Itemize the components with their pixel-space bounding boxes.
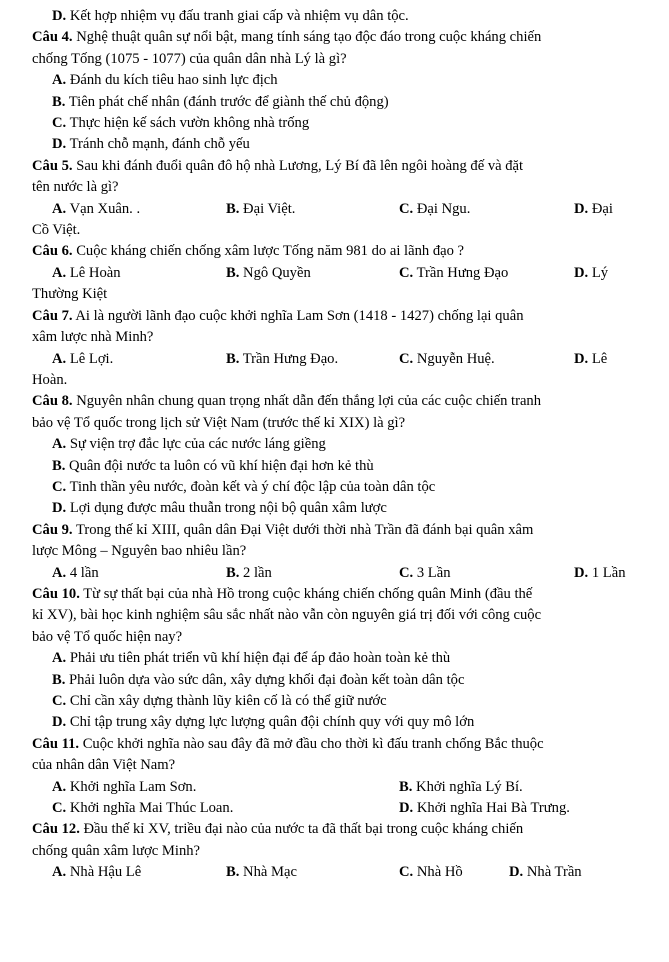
option-c: C. Chỉ cần xây dựng thành lũy kiên cố là có thể giữ nước: [52, 693, 387, 709]
option-a: A. Lê Hoàn: [52, 264, 121, 281]
question-4: [32, 27, 645, 155]
options-row: [32, 563, 645, 584]
option-d: D. Lợi dụng được mâu thuẫn trong nội bộ quân xâm lược: [52, 500, 387, 517]
question-stem-cont: chống quân xâm lược Minh?: [32, 842, 201, 859]
option-c: C. Nhà Hồ: [399, 864, 463, 881]
option-b: B. Tiên phát chế nhân (đánh trước để giành thế chủ động): [52, 93, 389, 110]
question-stem-cont: tên nước là gì?: [32, 179, 119, 196]
option-d: D. 1 Lần: [574, 564, 626, 581]
question-stem-cont: chống Tống (1075 - 1077) của quân dân nhà Lý là gì?: [32, 50, 347, 67]
option-b: B. Nhà Mạc: [226, 864, 297, 881]
option-d: D. Nhà Trần: [509, 864, 582, 881]
option-b: B. Đại Việt.: [226, 200, 296, 217]
options-row: [32, 798, 645, 819]
option-d-previous: D. Kết hợp nhiệm vụ đấu tranh giai cấp và nhiệm vụ dân tộc.: [52, 8, 409, 24]
option-d-wrap: Thường Kiệt: [32, 286, 108, 303]
question-stem: Câu 4. Nghệ thuật quân sự nổi bật, mang tính sáng tạo độc đáo trong cuộc kháng chiến: [32, 29, 542, 46]
question-12: [32, 819, 645, 883]
question-stem-cont: lược Mông – Nguyên bao nhiêu lần?: [32, 543, 247, 560]
options-row: [32, 263, 645, 284]
question-11: [32, 734, 645, 820]
option-d: D. Đại: [574, 200, 613, 217]
option-a: A. Nhà Hậu Lê: [52, 864, 142, 881]
question-stem: Câu 11. Cuộc khởi nghĩa nào sau đây đã mở đầu cho thời kì đấu tranh chống Bắc thuộc: [32, 735, 544, 752]
question-6: [32, 241, 645, 305]
question-9: [32, 520, 645, 584]
question-stem: Câu 9. Trong thế kỉ XIII, quân dân Đại Việt dưới thời nhà Trần đã đánh bại quân xâm: [32, 521, 534, 538]
option-b: B. Trần Hưng Đạo.: [226, 350, 339, 367]
option-c: C. Trần Hưng Đạo: [399, 264, 509, 281]
option-c: C. Thực hiện kế sách vườn không nhà trống: [52, 115, 310, 132]
option-b: B. Phải luôn dựa vào sức dân, xây dựng khối đại đoàn kết toàn dân tộc: [52, 671, 465, 688]
question-stem-cont: của nhân dân Việt Nam?: [32, 757, 176, 774]
option-a: A. 4 lần: [52, 564, 99, 581]
option-c: C. Tinh thần yêu nước, đoàn kết và ý chí độc lập của toàn dân tộc: [52, 478, 436, 495]
option-a: A. Vạn Xuân. .: [52, 200, 141, 217]
question-stem-cont: bảo vệ Tổ quốc trong lịch sử Việt Nam (trước thế kỉ XIX) là gì?: [32, 414, 406, 431]
option-d: D. Tránh chỗ mạnh, đánh chỗ yếu: [52, 136, 250, 153]
option-d: D. Chỉ tập trung xây dựng lực lượng quân đội chính quy với quy mô lớn: [52, 714, 475, 731]
option-a: A. Lê Lợi.: [52, 350, 114, 367]
option-a: A. Phải ưu tiên phát triển vũ khí hiện đại để áp đảo hoàn toàn kẻ thù: [52, 650, 451, 667]
question-stem-cont: bảo vệ Tổ quốc hiện nay?: [32, 628, 183, 645]
question-7: [32, 306, 645, 392]
question-stem: Câu 12. Đầu thế kỉ XV, triều đại nào của nước ta đã thất bại trong cuộc kháng chiến: [32, 821, 524, 838]
option-c: C. 3 Lần: [399, 564, 451, 581]
option-b: B. Khởi nghĩa Lý Bí.: [399, 778, 523, 795]
options-row: [32, 777, 645, 798]
question-stem: Câu 5. Sau khi đánh đuổi quân đô hộ nhà Lương, Lý Bí đã lên ngôi hoàng đế và đặt: [32, 157, 524, 174]
option-d: D. Khởi nghĩa Hai Bà Trưng.: [399, 800, 570, 817]
option-c: C. Đại Ngu.: [399, 200, 471, 217]
options-row: [32, 862, 645, 883]
question-stem-cont: kỉ XV), bài học kinh nghiệm sâu sắc nhất nào vẫn còn nguyên giá trị đối với công cuộc: [32, 607, 542, 624]
option-c: C. Nguyễn Huệ.: [399, 350, 495, 367]
option-d-wrap: Hoàn.: [32, 371, 68, 388]
options-row: [32, 199, 645, 220]
option-d: D. Lý: [574, 264, 609, 281]
question-10: [32, 584, 645, 734]
question-stem: Câu 8. Nguyên nhân chung quan trọng nhất dẫn đến thắng lợi của các cuộc chiến tranh: [32, 393, 542, 410]
option-a: A. Khởi nghĩa Lam Sơn.: [52, 778, 197, 795]
option-d-wrap: Cồ Việt.: [32, 222, 81, 239]
question-stem: Câu 6. Cuộc kháng chiến chống xâm lược Tống năm 981 do ai lãnh đạo ?: [32, 243, 465, 260]
option-b: B. Ngô Quyền: [226, 264, 311, 281]
option-b: B. 2 lần: [226, 564, 272, 581]
question-stem: Câu 7. Ai là người lãnh đạo cuộc khởi nghĩa Lam Sơn (1418 - 1427) chống lại quân: [32, 307, 524, 324]
question-stem-cont: xâm lược nhà Minh?: [32, 329, 154, 346]
options-row: [32, 349, 645, 370]
option-d: D. Lê: [574, 350, 608, 367]
question-5: [32, 156, 645, 242]
option-c: C. Khởi nghĩa Mai Thúc Loan.: [52, 800, 234, 817]
option-a: A. Sự viện trợ đắc lực của các nước láng giềng: [52, 436, 326, 453]
option-b: B. Quân đội nước ta luôn có vũ khí hiện đại hơn kẻ thù: [52, 457, 374, 474]
option-a: A. Đánh du kích tiêu hao sinh lực địch: [52, 72, 278, 89]
question-stem: Câu 10. Từ sự thất bại của nhà Hồ trong cuộc kháng chiến chống quân Minh (đầu thế: [32, 585, 533, 602]
question-8: [32, 391, 645, 519]
